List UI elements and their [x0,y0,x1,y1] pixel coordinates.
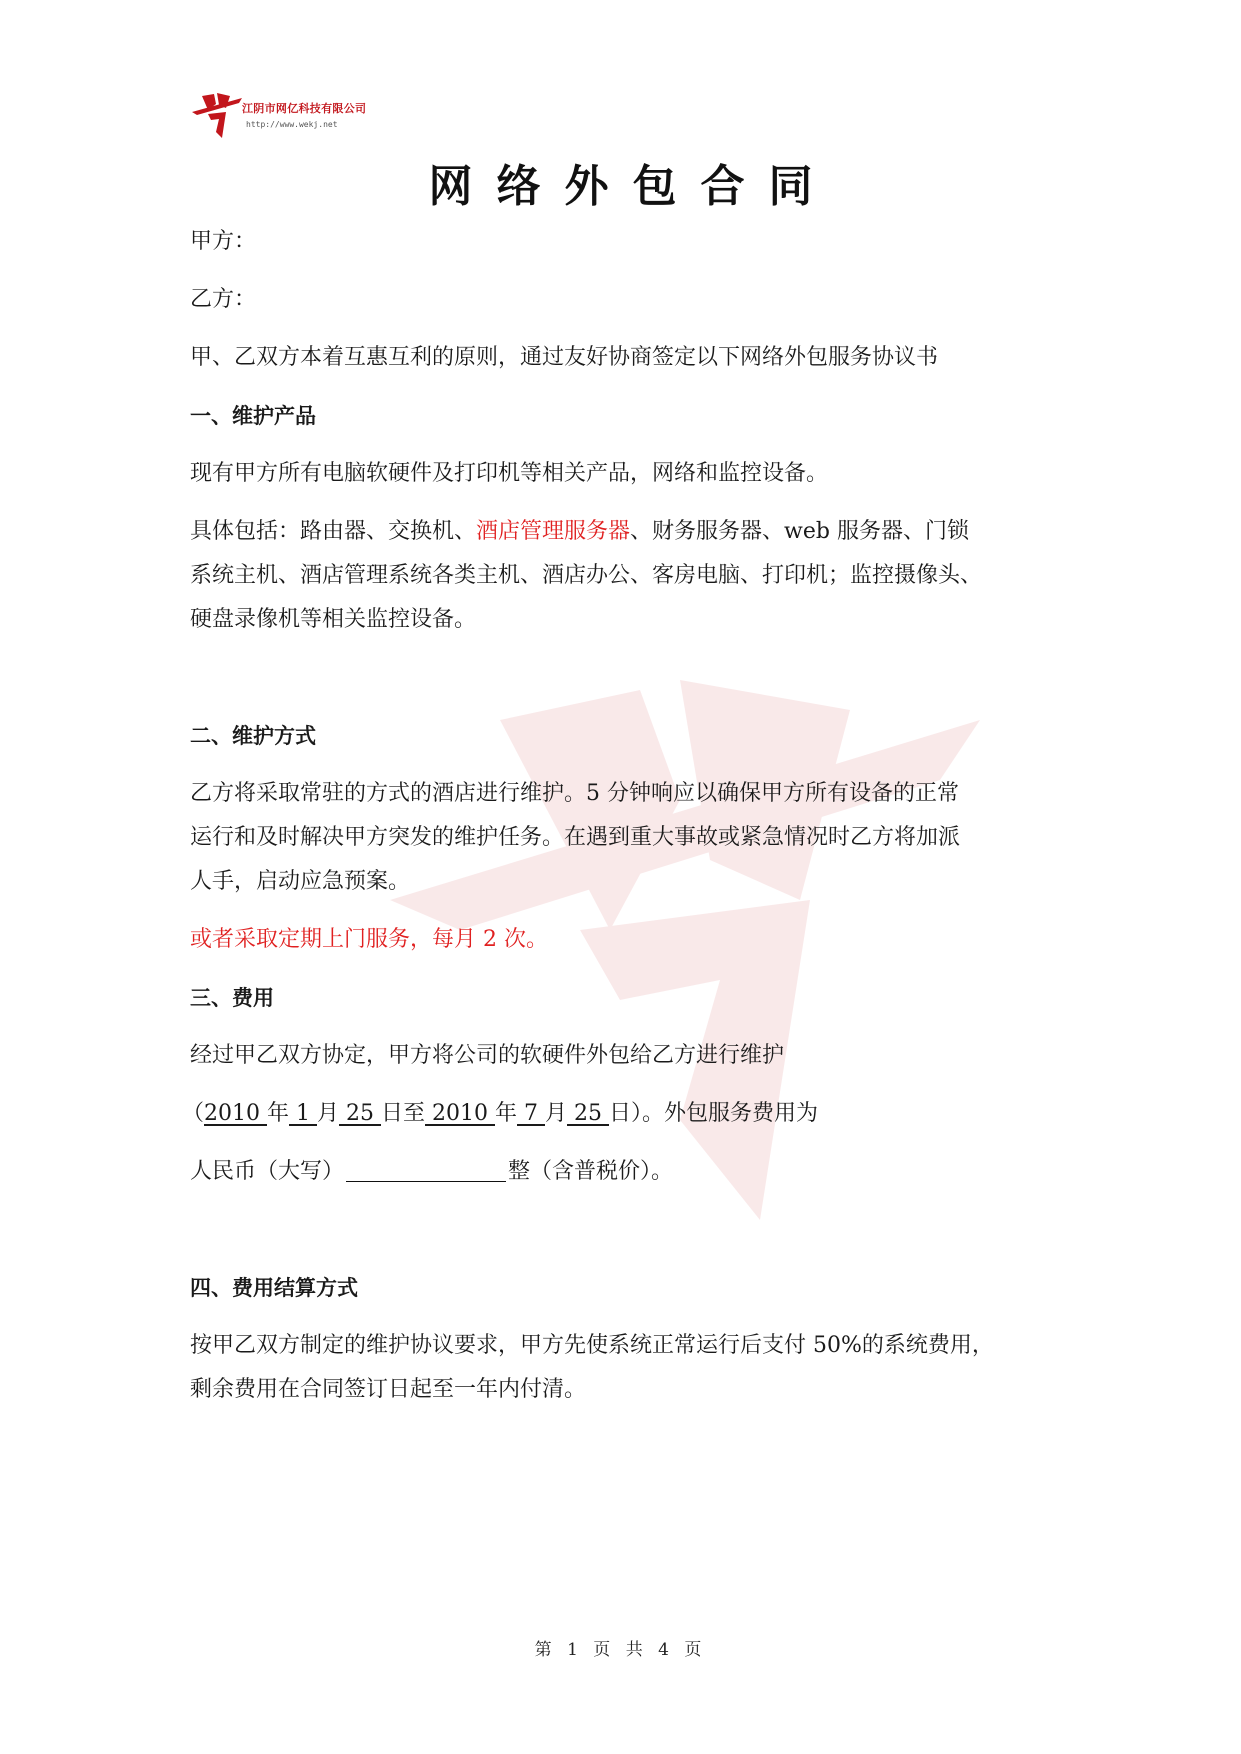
day-unit: 日至 [381,1101,426,1126]
section-1-paragraph-2-line-2: 系统主机、酒店管理系统各类主机、酒店办公、客房电脑、打印机；监控摄像头、 [190,563,983,588]
year-unit: 年 [495,1101,518,1126]
document-title: 网络外包合同 [428,161,837,212]
party-a-label: 甲方： [190,229,257,254]
fee-prefix: 人民币（大写） [190,1159,345,1184]
section-4-paragraph-line-2: 剩余费用在合同签订日起至一年内付清。 [190,1377,587,1402]
section-1-heading: 一、维护产品 [190,404,316,428]
section-1-paragraph-2-line-1 [190,517,969,547]
products-list-prefix: 具体包括：路由器、交换机、 [190,519,477,544]
period-suffix: 日）。外包服务费用为 [609,1101,819,1126]
year-unit: 年 [267,1101,290,1126]
month-unit: 月 [545,1101,568,1126]
start-month: 1 [289,1101,317,1126]
section-2-paragraph-line-1: 乙方将采取常驻的方式的酒店进行维护。5 分钟响应以确保甲方所有设备的正常 [190,781,959,806]
intro-paragraph: 甲、乙双方本着互惠互利的原则，通过友好协商签定以下网络外包服务协议书 [190,345,939,370]
section-2-alternative: 或者采取定期上门服务，每月 2 次。 [190,927,548,952]
section-2-paragraph-line-3: 人手，启动应急预案。 [190,869,411,894]
products-list-suffix: 、财务服务器、web 服务器、门锁 [630,519,969,544]
company-name: 江阴市网亿科技有限公司 [242,102,367,115]
start-day: 25 [339,1101,381,1126]
section-2-paragraph-line-2: 运行和及时解决甲方突发的维护任务。在遇到重大事故或紧急情况时乙方将加派 [190,825,961,850]
end-day: 25 [567,1101,609,1126]
fee-amount-line [190,1157,673,1187]
section-2-heading: 二、维护方式 [190,724,316,748]
fee-suffix: 整（含普税价）。 [508,1159,674,1184]
section-1-paragraph-1: 现有甲方所有电脑软硬件及打印机等相关产品，网络和监控设备。 [190,461,829,486]
watermark-logo-icon [380,600,1000,1240]
start-year: 2010 [204,1101,267,1126]
section-4-heading: 四、费用结算方式 [190,1276,358,1300]
month-unit: 月 [317,1101,340,1126]
highlighted-product: 酒店管理服务器 [476,519,631,544]
company-logo-icon [190,88,244,140]
open-paren: （ [182,1101,205,1126]
service-period-line [182,1099,818,1129]
page-number: 第 1 页 共 4 页 [534,1640,707,1660]
end-month: 7 [517,1101,545,1126]
section-3-paragraph-1: 经过甲乙双方协定，甲方将公司的软硬件外包给乙方进行维护 [190,1043,785,1068]
company-url: http://www.wekj.net [246,120,338,129]
party-b-label: 乙方： [190,287,257,312]
company-logo [190,88,430,140]
section-4-paragraph-line-1: 按甲乙双方制定的维护协议要求，甲方先使系统正常运行后支付 50%的系统费用， [190,1333,994,1358]
fee-amount-blank [346,1157,506,1182]
section-3-heading: 三、费用 [190,986,274,1010]
end-year: 2010 [425,1101,495,1126]
section-1-paragraph-2-line-3: 硬盘录像机等相关监控设备。 [190,607,477,632]
